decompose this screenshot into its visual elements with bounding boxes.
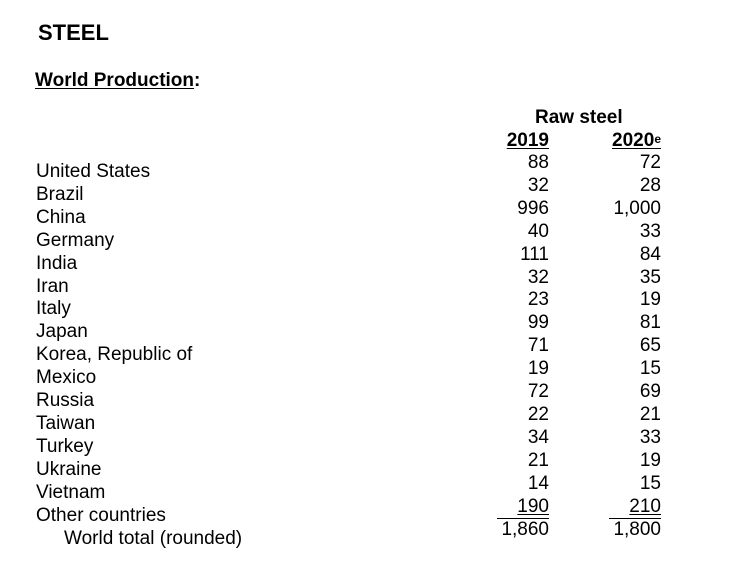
value-2019 — [488, 198, 549, 221]
value-2019 — [488, 473, 549, 496]
value-2020-text: 35 — [639, 266, 661, 288]
country-list — [36, 161, 242, 550]
value-2020-text: 69 — [639, 381, 661, 403]
value-2020 — [598, 175, 661, 198]
value-2019 — [488, 335, 549, 358]
value-2020-text: 19 — [639, 449, 661, 471]
estimate-superscript: e — [654, 132, 661, 146]
country-name: Other countries — [36, 504, 166, 526]
value-2020-text: 65 — [639, 335, 661, 357]
value-2019 — [488, 267, 549, 290]
value-2019-text: 23 — [527, 289, 549, 311]
total-rule-2020 — [609, 518, 661, 519]
value-2020 — [598, 244, 661, 267]
country-name: Taiwan — [36, 412, 96, 434]
value-2019 — [488, 496, 549, 519]
value-2019 — [488, 381, 549, 404]
value-2019 — [488, 312, 549, 335]
column-header-2020-label: 2020 — [612, 130, 655, 151]
value-2020 — [598, 496, 661, 519]
section-heading-colon: : — [194, 70, 201, 91]
value-2020-text: 81 — [639, 312, 661, 334]
value-2020-text: 19 — [639, 289, 661, 311]
country-name: Korea, Republic of — [36, 344, 193, 366]
value-2019 — [488, 244, 549, 267]
value-2019 — [488, 175, 549, 198]
value-2019-text: 72 — [527, 381, 549, 403]
value-2019 — [488, 404, 549, 427]
value-2020 — [598, 381, 661, 404]
value-2019 — [488, 358, 549, 381]
value-2019 — [488, 221, 549, 244]
country-name: Russia — [36, 390, 95, 412]
value-2019-text: 99 — [527, 312, 549, 334]
value-2019-text: 32 — [527, 266, 549, 288]
value-2019 — [488, 450, 549, 473]
value-2019-text: 71 — [527, 335, 549, 357]
value-2019-text: 996 — [517, 197, 549, 219]
value-2019-text: 14 — [527, 472, 549, 494]
value-2020 — [598, 289, 661, 312]
value-2019-text: 32 — [527, 174, 549, 196]
column-header-2019 — [488, 129, 549, 152]
value-2019 — [488, 152, 549, 175]
country-name: Italy — [36, 298, 71, 320]
country-name: Iran — [36, 275, 69, 297]
value-2019-text: 19 — [527, 358, 549, 380]
country-name: Brazil — [36, 183, 84, 205]
value-2019 — [488, 427, 549, 450]
world-total-2020: 1,800 — [613, 518, 661, 540]
value-2020 — [598, 152, 661, 175]
world-total-label: World total (rounded) — [64, 527, 243, 549]
value-2020 — [598, 404, 661, 427]
value-2019-text: 21 — [527, 449, 549, 471]
country-name: Mexico — [36, 367, 97, 389]
country-name: Vietnam — [36, 481, 106, 503]
page-title: STEEL — [38, 20, 109, 45]
value-2019 — [488, 289, 549, 312]
section-heading-text: World Production — [35, 70, 195, 91]
country-name: India — [36, 252, 78, 274]
value-2019-text: 88 — [527, 152, 549, 173]
value-2020-text: 21 — [639, 403, 661, 425]
value-2020 — [598, 473, 661, 496]
country-name: Japan — [36, 321, 88, 343]
total-rule-2019 — [497, 518, 549, 519]
value-2020-text: 1,000 — [613, 197, 661, 219]
value-2020 — [598, 358, 661, 381]
column-header-2019-label: 2019 — [506, 130, 549, 151]
value-2020 — [598, 427, 661, 450]
value-2019-text: 111 — [520, 243, 549, 265]
value-2020-text: 84 — [639, 243, 661, 265]
value-2020 — [598, 267, 661, 290]
value-2020-text: 33 — [639, 220, 661, 242]
value-2020 — [598, 312, 661, 335]
column-2019 — [488, 129, 549, 541]
value-2020 — [598, 450, 661, 473]
world-total-2019: 1,860 — [501, 518, 549, 540]
country-name: United States — [36, 161, 151, 182]
country-name: China — [36, 206, 86, 228]
value-2020-text: 210 — [629, 495, 661, 517]
value-2020-text: 15 — [639, 472, 661, 494]
value-2020 — [598, 198, 661, 221]
value-2020-text: 28 — [639, 174, 661, 196]
column-header-2020 — [598, 129, 661, 152]
value-2019-text: 40 — [527, 220, 549, 242]
country-name: Turkey — [36, 435, 94, 457]
value-2020 — [598, 335, 661, 358]
value-2020-text: 72 — [639, 152, 661, 173]
value-2020 — [598, 221, 661, 244]
country-name: Ukraine — [36, 458, 102, 480]
country-name: Germany — [36, 229, 115, 251]
column-group-header: Raw steel — [535, 107, 623, 128]
value-2019-text: 190 — [517, 495, 549, 517]
section-heading — [35, 68, 200, 94]
value-2019-text: 34 — [527, 426, 549, 448]
value-2020-text: 15 — [639, 358, 661, 380]
value-2020-text: 33 — [639, 426, 661, 448]
column-2020 — [598, 129, 661, 541]
value-2019-text: 22 — [527, 403, 549, 425]
